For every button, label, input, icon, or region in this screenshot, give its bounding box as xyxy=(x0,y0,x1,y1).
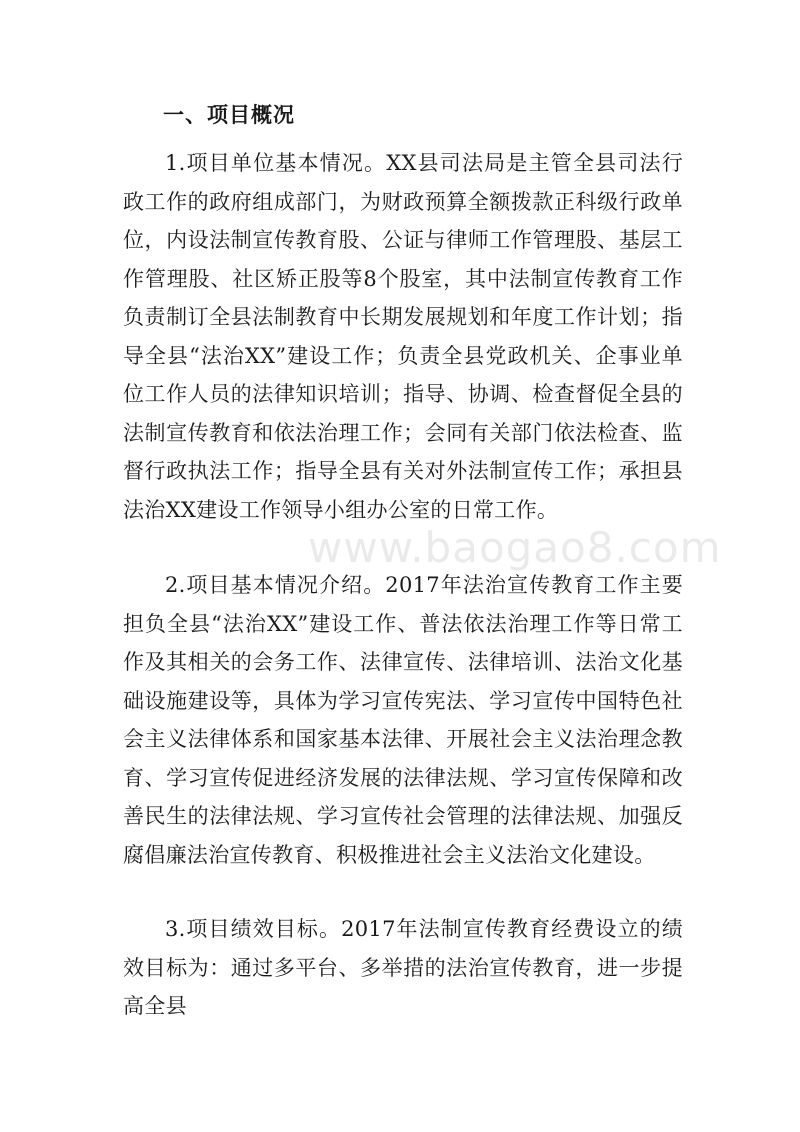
paragraph-project-intro: 2.项目基本情况介绍。2017年法治宣传教育工作主要担负全县“法治XX”建设工作、普法依法治理工作等日常工作及其相关的会务工作、法律宣传、法律培训、法治文化基础设施建设等，具体为学习宣传宪法、学习宣传中国特色社会主义法律体系和国家基本法律、开展社会主义法治理念教育、学习宣传促进经济发展的法律法规、学习宣传保障和改善民生的法律法规、学习宣传社会管理的法律法规、加强反腐倡廉法治宣传教育、积极推进社会主义法治文化建设。 xyxy=(123,573,683,867)
paragraph-performance-goal: 3.项目绩效目标。2017年法制宣传教育经费设立的绩效目标为：通过多平台、多举措的法治宣传教育，进一步提高全县 xyxy=(123,917,683,1018)
section-heading: 一、项目概况 xyxy=(163,103,295,127)
watermark-text: www.baogao8.com xyxy=(308,523,722,572)
paragraph-unit-info: 1.项目单位基本情况。XX县司法局是主管全县司法行政工作的政府组成部门，为财政预算全额拨款正科级行政单位，内设法制宣传教育股、公证与律师工作管理股、基层工作管理股、社区矫正股等8个股室，其中法制宣传教育工作负责制订全县法制教育中长期发展规划和年度工作计划；指导全县“法治XX”建设工作；负责全县党政机关、企事业单位工作人员的法律知识培训；指导、协调、检查督促全县的法制宣传教育和依法治理工作；会同有关部门依法检查、监督行政执法工作；指导全县有关对外法制宣传工作；承担县法治XX建设工作领导小组办公室的日常工作。 xyxy=(123,151,683,522)
